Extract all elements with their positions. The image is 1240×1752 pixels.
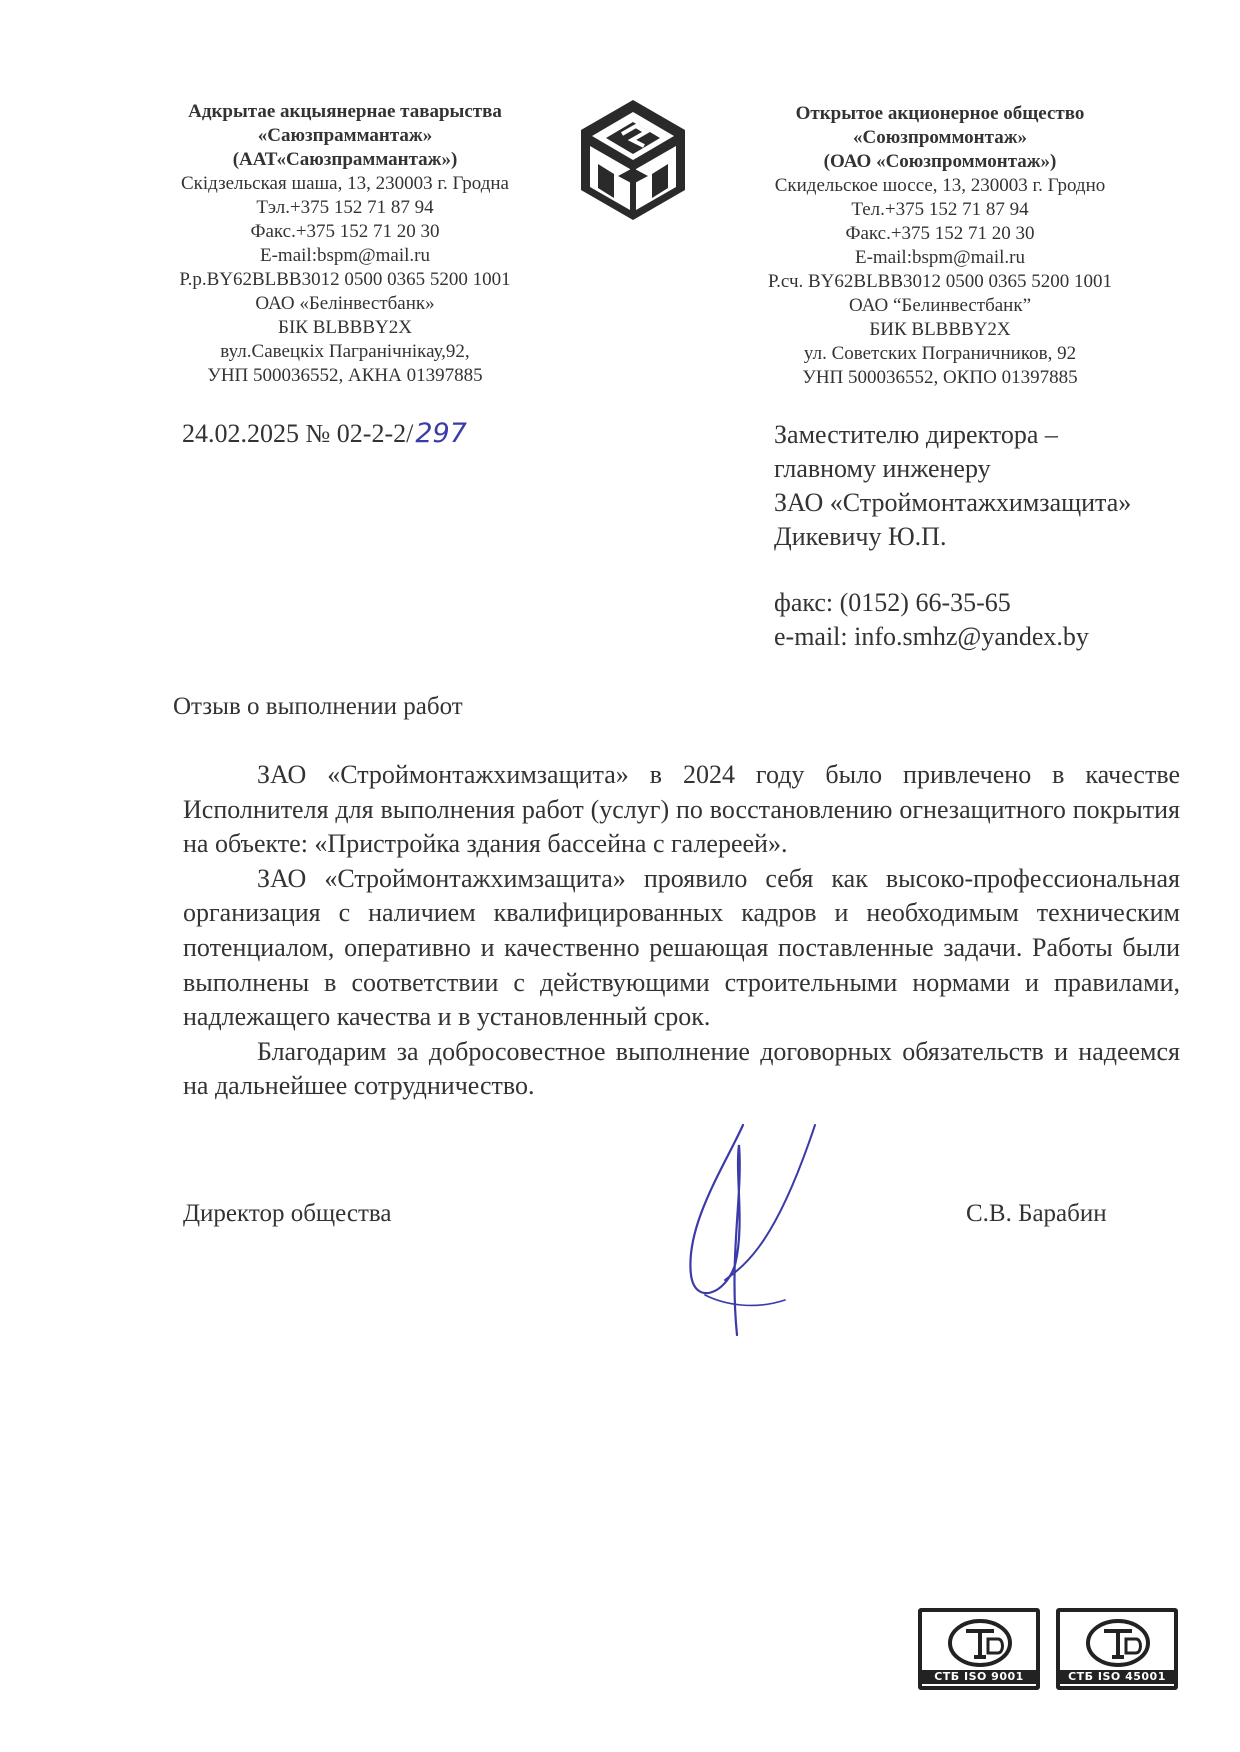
org-bank-address: ул. Советских Пограничников, 92 (803, 343, 1077, 364)
addressee-email: e-mail: info.smhz@yandex.by (774, 622, 1089, 651)
org-bank-account: Р.р.BY62BLBB3012 0500 0365 5200 1001 (179, 269, 511, 290)
addressee-block (774, 418, 1131, 654)
company-logo-icon (578, 98, 688, 222)
org-tax-ids: УНП 500036552, ОКПО 01397885 (802, 367, 1078, 388)
org-phone: Тэл.+375 152 71 87 94 (256, 197, 434, 218)
certification-caption: СТБ ISO 9001 (922, 1670, 1036, 1684)
org-tax-ids: УНП 500036552, АКНА 01397885 (207, 365, 483, 386)
certification-badge (1056, 1608, 1178, 1690)
letterhead-russian (745, 102, 1135, 390)
org-fax: Факс.+375 152 71 20 30 (845, 223, 1035, 244)
signer-name: С.В. Барабин (966, 1200, 1107, 1227)
letter-body (183, 758, 1180, 1104)
org-bank-name: ОАО «Белінвестбанк» (255, 293, 435, 314)
addressee-line: ЗАО «Строймонтажхимзащита» (774, 488, 1132, 517)
org-name-line: «Союзпроммонтаж» (853, 127, 1027, 148)
body-paragraph: ЗАО «Строймонтажхимзащита» в 2024 году было привлечено в качестве Исполнителя для выполнения работ (услуг) по восстановлению огнезащитного покрытия на объекте: «Пристройка здания бассейна с галереей». (183, 760, 1180, 859)
addressee-line: Заместителю директора – (774, 420, 1058, 449)
certification-caption: СТБ ISO 45001 (1060, 1670, 1174, 1684)
stb-certification-mark-icon (944, 1617, 1016, 1669)
stb-certification-mark-icon (1082, 1617, 1154, 1669)
org-fax: Факс.+375 152 71 20 30 (250, 221, 440, 242)
body-paragraph: ЗАО «Строймонтажхимзащита» проявило себя как высоко-профессиональная организация с наличием квалифицированных кадров и необходимым техническим потенциалом, оперативно и качественно решающая поставленные задачи. Работы были выполнены в соответствии с действующими строительными нормами и правилами, надлежащего качества и в установленный срок. (183, 863, 1180, 1032)
signer-title: Директор общества (183, 1200, 392, 1227)
reference-handwritten-number: 297 (415, 418, 467, 449)
org-bic: БИК BLBBBY2X (869, 319, 1011, 340)
org-name-line: «Саюзпраммантаж» (257, 125, 433, 146)
addressee-line: главному инженеру (774, 454, 991, 483)
reference-number (182, 418, 467, 449)
body-paragraph: Благодарим за добросовестное выполнение договорных обязательств и надеемся на дальнейшее сотрудничество. (183, 1036, 1181, 1101)
org-address: Скидельское шоссе, 13, 230003 г. Гродно (774, 175, 1106, 196)
addressee-fax: факс: (0152) 66-35-65 (774, 588, 1011, 617)
org-name-line: (ААТ«Саюзпраммантаж») (232, 149, 458, 170)
org-bank-address: вул.Савецкіх Пагранічнікау,92, (220, 341, 470, 362)
org-email: E-mail:bspm@mail.ru (260, 245, 430, 266)
reference-printed: 24.02.2025 № 02-2-2/ (182, 419, 414, 448)
letterhead-belarusian (150, 100, 540, 388)
org-address: Скідзельская шаша, 13, 230003 г. Гродна (180, 173, 509, 194)
org-name-line: Адкрытае акцыянернае таварыства (188, 101, 502, 122)
addressee-line: Дикевичу Ю.П. (774, 522, 947, 551)
org-name-line: (ОАО «Союзпроммонтаж») (823, 151, 1057, 172)
org-bank-name: ОАО “Белинвестбанк” (848, 295, 1032, 316)
org-phone: Тел.+375 152 71 87 94 (851, 199, 1029, 220)
org-email: E-mail:bspm@mail.ru (855, 247, 1025, 268)
handwritten-signature (665, 1105, 835, 1345)
org-bic: БІК BLBBBY2X (278, 317, 412, 338)
certification-badge (918, 1608, 1040, 1690)
letter-subject: Отзыв о выполнении работ (173, 693, 463, 720)
org-bank-account: Р.сч. BY62BLBB3012 0500 0365 5200 1001 (767, 271, 1113, 292)
org-name-line: Открытое акционерное общество (795, 103, 1085, 124)
